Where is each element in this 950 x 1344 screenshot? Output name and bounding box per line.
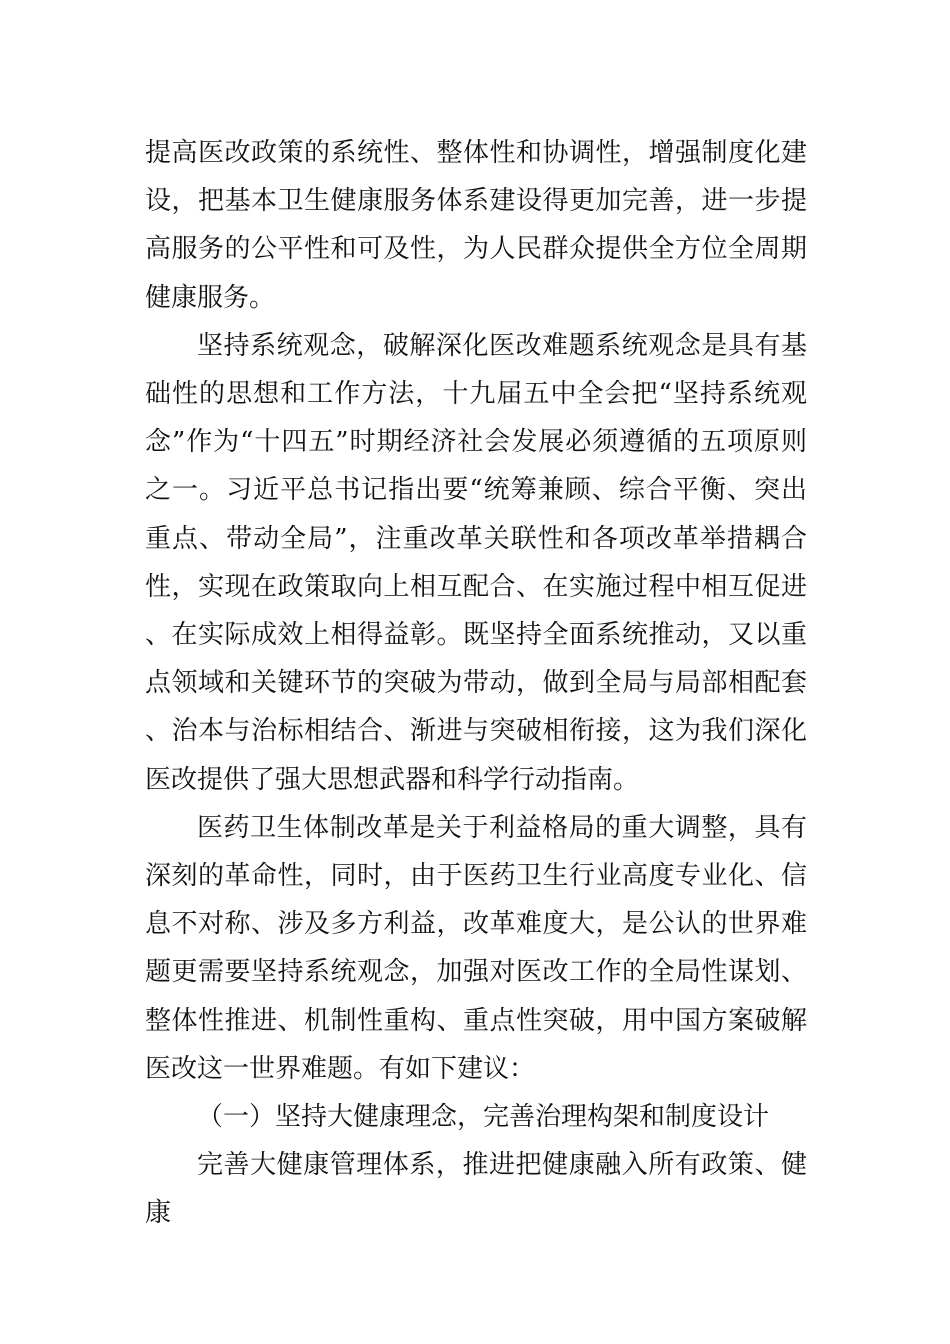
paragraph-continuation: 提高医改政策的系统性、整体性和协调性，增强制度化建设，把基本卫生健康服务体系建设得更加完善，进一步提高服务的公平性和可及性，为人民群众提供全方位全周期健康服务。	[145, 138, 807, 313]
paragraph-system-concept: 坚持系统观念，破解深化医改难题系统观念是具有基础性的思想和工作方法，十九届五中全会把“坚持系统观念”作为“十四五”时期经济社会发展必须遵循的五项原则之一。习近平总书记指出要“统筹兼顾、综合平衡、突出重点、带动全局”，注重改革关联性和各项改革举措耦合性，实现在政策取向上相互配合、在实施过程中相互促进、在实际成效上相得益彰。既坚持全面系统推动，又以重点领域和关键环节的突破为带动，做到全局与局部相配套、治本与治标相结合、渐进与突破相衔接，这为我们深化医改提供了强大思想武器和科学行动指南。	[145, 330, 807, 795]
paragraph-reform-challenge: 医药卫生体制改革是关于利益格局的重大调整，具有深刻的革命性，同时，由于医药卫生行业高度专业化、信息不对称、涉及多方利益，改革难度大，是公认的世界难题更需要坚持系统观念，加强对医改工作的全局性谋划、整体性推进、机制性重构、重点性突破，用中国方案破解医改这一世界难题。有如下建议：	[145, 812, 807, 1084]
section-heading: （一）坚持大健康理念，完善治理构架和制度设计	[197, 1102, 770, 1133]
paragraph-health-management: 完善大健康管理体系，推进把健康融入所有政策、健康	[145, 1150, 807, 1229]
document-body	[145, 129, 807, 1238]
